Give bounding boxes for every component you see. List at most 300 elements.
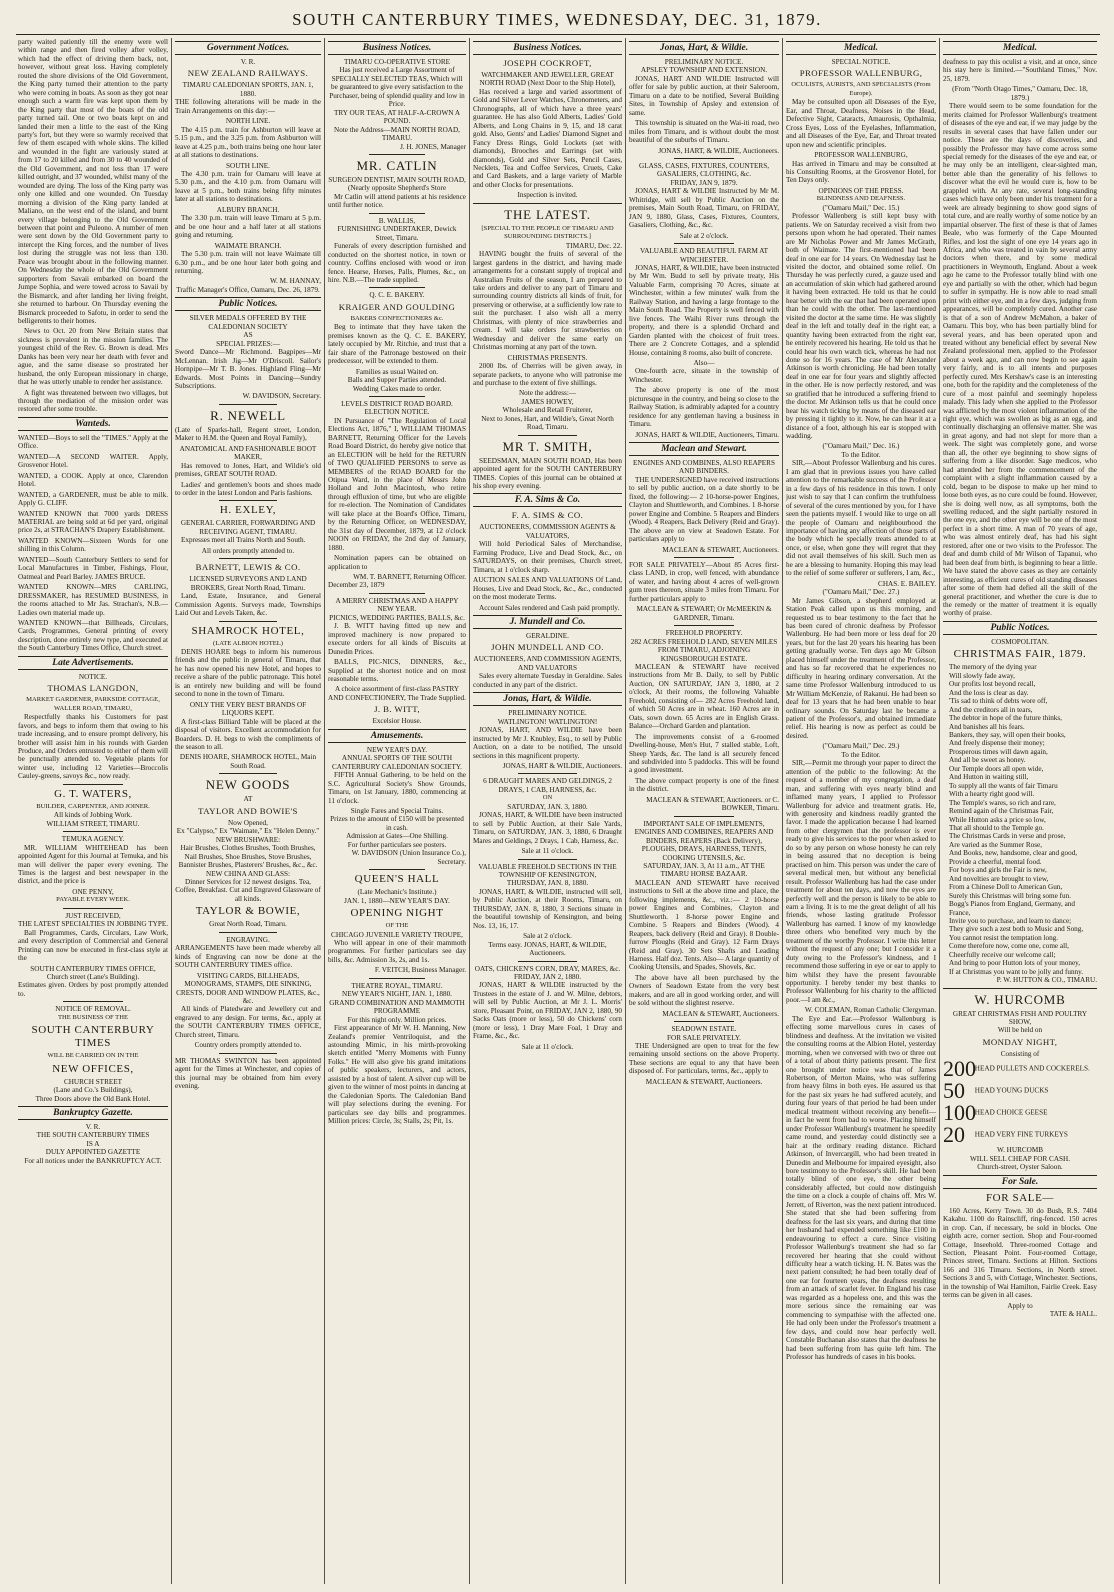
ad-signature: W. DAVIDSON (Union Insurance Co.), Secretary.: [351, 849, 466, 866]
ad-signature: W. HURCOMB: [996, 1146, 1044, 1155]
news-article: A fight was threatened between two villages, but through the mediation of the mission order was restored after some trouble.: [18, 388, 168, 414]
ad-body: JONAS, HART, & WILDIE, have been instructed by Mr Wm. Budd to sell by private treaty, His Valuable Farm, comprising 70 Acres, situate at Winchester, within a few minutes' walk from the Railway Station, and having a large frontage to the Main South Road. The Property is well fenced with live fences. The Waihi River runs through the property, and there is a splendid Orchard and Garden planted with the choicest of fruit trees. There are 2 Concrete Cottages, and a splendid House, containing 8 rooms, also built of concrete.: [629, 263, 779, 357]
ad-date: FRIDAY, JAN 2, 1880.: [513, 972, 582, 981]
poem-line: Prosperous times will dawn again,: [949, 747, 1048, 756]
ad-subtitle: SURGEON DENTIST, MAIN SOUTH ROAD,: [328, 175, 466, 184]
ad-subtitle: For this night only. Million prices.: [347, 1015, 447, 1024]
divider: [674, 158, 734, 159]
poem-line: To supply all the wants of fair Timaru: [949, 781, 1058, 790]
ad-title: ANNUAL SPORTS OF THE SOUTH CANTERBURY CALEDONIAN SOCIETY.: [332, 754, 462, 771]
ad-address: WILLIAM STREET, TIMARU.: [46, 819, 140, 828]
ad-signature: JAMES HOWEY,: [521, 397, 574, 406]
news-article: party waited patiently till the enemy were well within range and then fired volley after volley, which had the effect of driving them back, not, however, without great loss. Having completely routed the shore divisions of the Old Government, the King party turned their attention to the party who were coming in boats. As soon as they got near enough such a warm fire was kept upon them by the King party that most of the boats of the old party turned tail. One or two boats kept on and landed their men a little to the east of the King party's fort, but they were so warmly received that few of them escaped with whole skins. The killed and wounded in the fight are variously stated at from 17 to 20 killed and from 30 to 40 wounded of the Old Government, and not less than 17 were killed outright, and 37 wounded, whilst many of the wounded are dying. The loss of the King party was only one killed and one wounded. On Tuesday morning a division of the King party landed at Maliano, on the west end of the island, and burnt every village belonging to the Old Government between that point and Puleono. A number of men were sent down by the Old Government party to intercept the King forces, and the number of lives lost during the struggle was not less than 130. Peace was brought about in the following manner. On Wednesday the whole of the Old Government supporters from Savaii embarked on board the Jumpe Sophia, and were towed across to Savaii by the Bismarck, and after landing her living freight, she returned to harbour. On Thursday evening the Bismarck proceeded to Safotu, in order to send the belligerents to their homes.: [18, 38, 168, 325]
ad-address: CHURCH STREET: [63, 1077, 123, 1086]
ad-subtitle: OPINIONS OF THE PRESS.: [818, 186, 904, 195]
ad-body: Families as usual Waited on.: [355, 367, 439, 376]
ad-title: H. EXLEY,: [219, 504, 277, 517]
ad-title: GLASS, CASES, FIXTURES, COUNTERS, GASALIERS, CLOTHING, &c.: [639, 161, 769, 179]
ad-signature: MACLEAN & STEWART, Auctioneers.: [662, 1009, 779, 1018]
press-source: ("Oamaru Mail," Dec. 27.): [822, 588, 900, 597]
ad-body: Hair Brushes, Clothes Brushes, Tooth Brushes, Nail Brushes, Shoe Brushes, Stove Brushes, Bannister Brushes, Plasterers' Brushes, &c., &c.: [178, 844, 318, 870]
ad-body: Consisting of: [1000, 1049, 1040, 1058]
poultry-label: HEAD CHOICE GEESE: [974, 1109, 1048, 1118]
ad-title: THEATRE ROYAL, TIMARU.: [351, 981, 443, 990]
ad-subtitle: OF THE: [385, 922, 409, 930]
ad-subhead: SOUTH LINE.: [226, 161, 270, 170]
wanted-ad: WANTED KNOWN—that Billheads, Circulars, Cards, Programmes, General printing of every description, done entirely new type, and executed at the South Canterbury Times Office, Church street.: [18, 619, 168, 653]
ad-body: Dinner Services for 12 newest designs. Tea, Coffee, Breakfast. Cut and Engraved Glassware of all kinds.: [175, 877, 321, 903]
divider: [369, 396, 424, 397]
ad-body: BALLS, PIC-NICS, DINNERS, &c., Supplied at the shortest notice and on most reasonable terms.: [328, 658, 466, 683]
ad-subtitle: OCULISTS, AURISTS, AND SPECIALISTS (From Europe).: [791, 81, 931, 97]
ad-subtitle: AS: [243, 331, 253, 340]
ad-subhead: NORTH LINE.: [225, 117, 271, 126]
poem-line: From a Chinese Doll to American Gun,: [949, 883, 1063, 892]
column-2: [175, 38, 321, 1584]
ad-body: Mr Catlin will attend patients at his residence until further notice.: [328, 192, 466, 210]
ad-title: GRAND COMBINATION AND MAMMOTH PROGRAMME: [329, 998, 465, 1016]
ad-body: Ball Programmes, Cards, Circulars, Law Work, and every description of Commercial and General Printing can now be executed in first-class style at the: [18, 928, 168, 963]
ad-title: APSLEY TOWNSHIP AND EXTENSION.: [640, 66, 768, 75]
ad-signature: WM. T. BARNETT, Returning Officer.: [353, 573, 466, 582]
wanted-ad: WANTED KNOWN—Sixteen Words for one shilling in this Column.: [18, 536, 168, 554]
divider: [674, 816, 734, 817]
ad-signature: JONAS, HART & WILDIE, Auctioneers, Timaru.: [635, 430, 779, 439]
ad-address: Church street (Lane's Building).: [46, 972, 140, 981]
ad-body: The Eye and Ear.—Professor Wallenburg is effecting some marvellous cures in cases of blindness and deafness. At the invitation we visited the consulting rooms at the Albion Hotel, yesterday morning, when we conversed with two or three out of a total of about thirty patients present. The first one brought under notice was that of James Robertson, of Merton Mains, who was suffering from heavy films in both eyes. He assured us that for the past six years he had suffered acutely, and during four years of that period he had been under medical treatment without receiving any benefit—in fact he went from bad to worse. Placing himself under Professor Wallenburg's treatment he speedily came round, and yesterday could distinctly see a hair at the ordinary reading distance. Richard Atkinson, of Invercargill, who had been treated in Dunedin and Melbourne for impaired eyesight, also bore testimony to the Professor's skill. He had been totally blind of one eye, the other being considerably affected, but could now distinguish the time on a clock a couple of chains off. Mrs W. Jerrett, of Riverton, was the next patient introduced. She stated that she had been suffering from deafness for the last six years, and during that time her husband had expended something like £100 in endeavouring to effect a cure. Since visiting Professor Wallenburg's treatment she had so far recovered her hearing that she could without difficulty hear a watch ticking. H. N. Bates was the next patient consulted; he had been totally deaf of one ear for fourteen years, the deafness resulting from an attack of scarlet fever. In England his case was regarded as a hopeless one, and this was the more serious since the remaining ear was commencing to sympathise with the affected one. He had only been under the Professor's treatment a few days, and could now hear perfectly well. Constable Buchanan also states that the deafness he had been suffering from has quite left him. The Professor has hundreds of cases in his books.: [786, 1014, 936, 1361]
ad-signature: MACLEAN & STEWART, Auctioneers.: [662, 545, 779, 554]
ad-body: JONAS, HART AND WILDIE Instructed will offer for sale by public auction, at their Saleroom, Timaru on a date to be notified, Several Building Sites, in Township of Apsley and extension of same.: [629, 74, 779, 117]
ad-date: THURSDAY, JAN. 8, 1880.: [506, 879, 589, 888]
ad-subtitle: GENERAL CARRIER, FORWARDING AND RECEIVING AGENT, TIMARU.: [180, 519, 316, 536]
ad-title: ENGRAVING.: [226, 935, 270, 944]
divider: [943, 988, 1097, 989]
poem: [943, 663, 1097, 976]
ad-body: Funerals of every description furnished and conducted on the shortest notice, in town or country. Coffins enclosed with wood or iron fence. Hearse, Horses, Palls, Plumes, &c., on hire. N.B.—The trade supplied.: [328, 242, 466, 284]
ad-title: FOR SALE—: [985, 1191, 1055, 1204]
ad-title: THE LATEST.: [504, 206, 591, 222]
divider: [518, 961, 578, 962]
poem-line: And freely dispense their money;: [949, 739, 1045, 748]
section-header-amusements: Amusements.: [328, 729, 466, 743]
ad-body: Will be held on: [997, 1026, 1043, 1035]
ad-date: SATURDAY, JAN. 3, 1880.: [507, 802, 588, 811]
ad-body: The 3.30 p.m. train will leave Timaru at 5 p.m. and be one hour and a half later at all stations going and returning.: [175, 214, 321, 240]
ad-body: The 4.15 p.m. train for Ashburton will leave at 5.15 p.m., and the 3.25 p.m. from Ashburton will leave at 4.25 p.m., both trains being one hour later at all stations to destinations.: [175, 125, 321, 160]
poem-line: And bring to poor Hutton lots of your money,: [949, 959, 1081, 968]
ad-body: Sale at 11 o'clock.: [521, 1042, 574, 1051]
poultry-item: [943, 1058, 1097, 1080]
ad-body: IS A: [86, 1139, 100, 1148]
ad-body: For all notices under the BANKRUPTCY ACT.: [24, 1156, 162, 1165]
wanted-ad: WANTED—Boys to sell the "TIMES." Apply at the Office.: [18, 433, 168, 451]
wanted-ad: WANTED—South Canterbury Settlers to send for Local Manufactures in Timber, Fishings, Flour, Oatmeal and Pearl Barley. JAMES BRUCE.: [18, 555, 168, 581]
poem-line: And the loss is clear as day.: [949, 688, 1029, 697]
ad-signature: CHAS. E. BAILEY.: [878, 579, 936, 588]
ad-title: SHAMROCK HOTEL,: [191, 624, 305, 637]
masthead: SOUTH CANTERBURY TIMES, WEDNESDAY, DEC. 31, 1879.: [292, 10, 822, 29]
ad-title: PROFESSOR WALLENBURG,: [814, 151, 908, 160]
ad-body: Prizes to the amount of £150 will be presented in cash.: [330, 815, 464, 832]
column-5: [629, 38, 779, 1584]
ad-title: PICNICS, WEDDING PARTIES, BALLS, &c.: [329, 613, 465, 622]
poem-line: Come therefore now, come one, come all,: [949, 942, 1069, 951]
poem-line: And banishes all his fears.: [949, 722, 1025, 731]
ad-title: OATS, CHICKEN'S CORN, DRAY, MARES, &c.: [474, 964, 621, 973]
ad-body: The 4.30 p.m. train for Oamaru will leave at 5.30 p.m., and the 4.10 p.m. from Oamaru will leave at 5 p.m., both trains being fifty minutes later at all stations to destinations.: [175, 169, 321, 204]
ad-body: Ladies' and gentlemen's boots and shoes made to order in the latest London and Paris fashions.: [175, 480, 321, 498]
ad-body: The 5.30 p.m. train will not leave Waimate till 6.30 p.m., and be one hour later both going and returning.: [175, 250, 321, 275]
ad-signature: TATE & HALL.: [1049, 1310, 1097, 1319]
ad-subhead: NEW CHINA AND GLASS:: [206, 869, 290, 878]
ad-body: MR. WILLIAM WHITEHEAD has been appointed Agent for this Journal at Temuka, and his man will deliver the paper every evening. The Times is the largest and best newspaper in the district, and the price is: [18, 843, 168, 886]
ad-signature: W. DAVIDSON, Secretary.: [242, 392, 321, 401]
wanted-ad: WANTED, a COOK. Apply at once, Clarendon Hotel.: [18, 471, 168, 489]
masthead-rule: [16, 34, 1100, 35]
section-header-wanteds: Wanteds.: [18, 417, 168, 431]
ad-title: TRY OUR TEAS, AT HALF-A-CROWN A POUND.: [333, 108, 461, 126]
divider: [674, 625, 734, 626]
ad-subtitle: BLINDNESS AND DEAFNESS.: [816, 195, 906, 203]
ad-body: JONAS, HART & WILDIE Instructed by Mr M. Whitridge, will sell by Public Auction on the premises, Main South Road, Timaru, on FRIDAY, JAN 9, 1880, Glass, Cases, Fixtures, Counters, Gasaliers, Clothing, &c., &c.: [629, 187, 779, 230]
ad-body: DENIS HOARE begs to inform his numerous friends and the public in general of Timaru, that he has now opened his new Hotel, and hopes to receive a share of the public patronage. This hotel is an entirely new building and will be found second to none in the town of Timaru.: [175, 648, 321, 699]
ad-price: ONE PENNY,: [72, 887, 114, 896]
poultry-item: [943, 1102, 1097, 1124]
ad-body: The above property is one of the most picturesque in the country, and being so close to the Railway Station, is admirably adapted for a country residence for any gentleman having a business in Timaru.: [629, 386, 779, 429]
column-rule: [324, 38, 325, 1584]
ad-subtitle: ANATOMICAL AND FASHIONABLE BOOT MAKER,: [179, 444, 317, 462]
ad-address: Church-street, Oyster Saloon.: [977, 1163, 1063, 1172]
column-3: [328, 38, 466, 1584]
ad-body: deafness to pay this oculist a visit, and at once, since his stay here is limited.—"Southland Times," Nov. 25, 1879.: [943, 58, 1097, 83]
section-header-medical: Medical.: [786, 41, 936, 55]
divider: [219, 932, 277, 933]
ad-body: SIR,—Permit me through your paper to direct the attention of the public to the following: At the request of a member of my congregation, a deaf man, and suffering with eyes nearly blind and inflamed many years, I applied to Professor Wallenburg for advice and treatment gratis. He, with generosity and kindness readily granted the favor. I made the application because I had learned from other clergymen that the professor is ever ready to give his services to the poor when asked to do so by any person on whose honesty he can rely in being assured that no deception is being practised on him. This person was under the care of several medical men, but without any beneficial result. Professor Wallenburg has had the case under treatment for about ten days, and now the eyes are perfectly well and the person is likely to be able to earn a living. It is to me the great delight of all his friends, whose lasting gratitude Professor Wallenburg has earned. I know of my knowledge three others who benefited very much by the treatment of the worthy Professor. I write this letter without the request of any one; but I consider it a duty owing to the Professor's kindness, and I recommend those suffering in eye or ear to apply to him whilst they have the present favourable opportunity. I hereby tender my best thanks to Professor Wallenburg for his charity to the afflicted poor.—I am &c.,: [786, 759, 936, 1004]
ad-body: THE Undersigned are open to treat for the few remaining unsold sections on the above Property. These sections are equal to any that have been disposed of. For particulars, terms, &c., apply to: [629, 1042, 779, 1076]
ad-subtitle: LICENSED SURVEYORS AND LAND BROKERS, Great North Road, Timaru.: [189, 575, 307, 592]
ad-body: Has arrived in Timaru and may be consulted at his Consulting Rooms, at the Grosvenor Hotel, for Ten Days only.: [786, 159, 936, 185]
vr-crest: V. R.: [85, 1123, 101, 1132]
ad-signature: JONAS, HART & WILDIE, Auctioneers.: [502, 762, 622, 770]
ad-body: MACLEAN AND STEWART have received instructions to Sell at the above time and place, the following implements, &c., viz.:— 2 10-horse power Engines and Combines, Clayton and Shuttleworth. 1 8-horse power Engine and Combine. 5 Reapers and Binders (Wood). 4 Reapers, back delivery (Reid and Gray). 8 Double-furrow Ploughs (Reid and Gray). 12 Farm Drays (Reid and Gray). 30 Sets Shafts and Leading Harness. Half doz. Tents. Also— A large quantity of Cooking Utensils, and Spades, Shovels, &c.: [629, 878, 779, 972]
column-rule: [782, 38, 783, 1584]
ad-body: J. B. WITT having fitted up new and improved machinery is now prepared to execute orders for all kinds of Biscuits at Dunedin Prices.: [328, 622, 466, 656]
ad-body: Who will appear in one of their mammoth programmes. For further particulars see day bills, &c. Admission 3s, 2s, and 1s.: [328, 938, 466, 964]
poem-line: Remind again of the Christmas Fair,: [949, 807, 1054, 816]
section-header-business: Business Notices.: [473, 41, 622, 55]
ad-title: DULY APPOINTED GAZETTE: [45, 1148, 141, 1157]
ad-body: For further particulars see posters.: [347, 840, 447, 849]
poem-line: The debtor in hope of the future thinks,: [949, 714, 1062, 723]
ad-subtitle: THE BUSINESS OF THE: [57, 1013, 129, 1021]
divider: [219, 773, 277, 774]
poultry-count: 100: [943, 1100, 976, 1126]
ad-body: Inspection is invited.: [517, 191, 578, 200]
ad-subtitle: ONLY THE VERY BEST BRANDS OF LIQUORS KEPT.: [189, 700, 307, 718]
divider: [219, 1053, 277, 1054]
ad-body: FIFTH Annual Gathering, to be held on the S.C. Agricultural Society's Show Grounds, Timaru, on 1st January, 1880, commencing at 11 o'clock.: [328, 771, 466, 805]
wanted-list: [18, 434, 168, 653]
ad-address: (Lane and Co.'s Buildings),: [53, 1086, 133, 1095]
ad-body: Respectfully thanks his Customers for past favors, and begs to inform them that owing to his trade increasing, and to ensure prompt delivery, his brother will assist him in his rounds with Garden Produce, and Orders entrusted to either of them will be punctually attended to. Vegetable plants for winter use, including 12 Varieties—Broccolis Cauley-greens, savoys &c., now ready.: [18, 713, 168, 781]
divider: [63, 831, 123, 832]
divider: [674, 1021, 734, 1022]
ad-body: SEEDSMAN, MAIN SOUTH ROAD, Has been appointed agent for the SOUTH CANTERBURY TIMES. Copies of this journal can be obtained at his shop every evening.: [473, 456, 622, 491]
ad-subtitle: Wholesale and Retail Fruiterer,: [502, 406, 593, 415]
ad-signature: MACLEAN & STEWART, Auctioneers. or C. BOWKER, Timaru.: [646, 795, 779, 813]
press-source: (From "North Otago Times," Oamaru, Dec. 18, 1879.): [952, 85, 1088, 102]
ad-body: Estimates given. Orders by post promptly attended to.: [18, 981, 168, 998]
poem-line: Are varied as the Summer Rose,: [949, 840, 1043, 849]
ad-title: CHRISTMAS FAIR, 1879.: [953, 648, 1087, 661]
ad-subtitle: (LATE ALBION HOTEL): [213, 639, 283, 647]
divider: [674, 557, 734, 558]
ad-body: This township is situated on the Wai-iti road, two miles from Timaru, and is without doubt the most beautiful of the suburbs of Timaru.: [629, 119, 779, 145]
ad-title: THE LATEST SPECIALTIES IN JOBBING TYPE.: [18, 920, 168, 929]
poem-line: Provide a cheerful, mental food.: [949, 857, 1042, 866]
ad-address: Excelsior House.: [372, 717, 422, 726]
poem-line: And the creditors all in tears,: [949, 705, 1033, 714]
poem-line: Our Temple doors all open wide,: [949, 764, 1044, 773]
ad-title: CHICAGO JUVENILE VARIETY TROUPE,: [331, 930, 463, 939]
ad-subtitle: WATCHMAKER AND JEWELLER, GREAT NORTH ROAD (Next Door to the Ship Hotel),: [479, 71, 616, 88]
ad-signature: MACLEAN & STEWART; Or McMEEKIN & GARDNER, Timaru.: [636, 605, 772, 622]
section-header-medical: Medical.: [943, 41, 1097, 55]
ad-subtitle: FURNISHING UNDERTAKER, Dewick Street, Timaru.: [337, 225, 457, 242]
ad-subtitle: To the Editor.: [841, 750, 881, 759]
ad-title: MR. CATLIN: [356, 157, 438, 173]
ad-body: Account Sales rendered and Cash paid promptly.: [479, 603, 620, 612]
poem-line: For boys and girls the Fair is new,: [949, 866, 1047, 875]
ad-title: VALUABLE FREEHOLD SECTIONS IN THE TOWNSHIP OF KENSINGTON,: [478, 862, 617, 879]
ad-title: B. WALLIS,: [378, 216, 416, 225]
poem-line: If at Christmas you want to be jolly and funny.: [949, 967, 1084, 976]
ad-title: TAYLOR & BOWIE,: [195, 905, 301, 918]
ad-subtitle: SPECIAL PRIZES:—: [216, 339, 280, 348]
ad-address: Next to Jones, Hart, and Wildie's, Great North Road, Timaru.: [481, 414, 614, 432]
ad-body: AUCTION SALES AND VALUATIONS Of Land, Houses, Live and Dead Stock, &c., &c., conducted on the most moderate Terms.: [473, 576, 622, 602]
poem-line: Invite you to purchase, and learn to dance;: [949, 916, 1072, 925]
ad-subhead: ALBURY BRANCH.: [216, 205, 280, 214]
vr-crest: V. R.: [240, 58, 256, 66]
divider: [369, 978, 424, 979]
ad-body: All orders promptly attended to.: [201, 546, 295, 555]
divider: [518, 435, 578, 436]
ad-body: Will hold Periodical Sales of Merchandise, Farming Produce, Live and Dead Stock, &c., on SATURDAYS, on their premises, Church street, Timaru, at 1 o'clock sharp.: [473, 540, 622, 574]
ad-subtitle: FOR SALE PRIVATELY.: [667, 1033, 741, 1042]
divider: [369, 593, 424, 594]
divider: [369, 287, 424, 288]
ad-body: Sword Dance—Mr Richmond. Bagpipes—Mr McLennan. Irish Jig—Mr O'Driscoll. Sailor's Hornpipe—Mr T. B. Jones. Highland Fling—Mr Edwards. Most Points in Dancing—Sundry Subscriptions.: [175, 348, 321, 390]
poem-line: With a hearty right good will.: [949, 790, 1035, 799]
divider: [63, 1001, 123, 1002]
poem-line: And Books, new, handsome, clear and good,: [949, 849, 1078, 858]
ad-body: FOR SALE PRIVATELY—About 85 Acres first-class LAND, in crop, well fenced, with abundance of water, and having about 4 acres of well-grown gum trees thereon, situate 3 miles from Timaru. For further particulars apply to: [629, 561, 779, 603]
ad-title: MR T. SMITH,: [502, 438, 593, 454]
ad-date: NEW YEAR'S NIGHT, JAN. 1, 1880.: [342, 990, 452, 999]
ad-body: Country orders promptly attended to.: [194, 1041, 302, 1050]
divider: [369, 154, 424, 155]
column-7: [943, 38, 1097, 1584]
ad-title: ENGINES AND COMBINES, ALSO REAPERS AND BINDERS.: [633, 459, 775, 476]
ad-body: THE UNDERSIGNED have received instructions to sell by public auction, on a date shortly to be fixed, the following:— 2 10-horse-power Engines, Clayton and Shuttleworth, and Combines. 1 8-horse power Engine and Combine. 5 Reapers and Binders (Wood). 4 Reapers, Back Delivery (Reid and Gray). The above are on view at Seadown Estate. For particulars apply to: [629, 475, 779, 544]
ad-body: THE following alterations will be made in the Train Arrangements on this day:—: [175, 98, 321, 115]
divider: [369, 869, 424, 870]
ad-title: SEADOWN ESTATE.: [671, 1025, 737, 1034]
section-header-mundell: J. Mundell and Co.: [473, 615, 622, 629]
poem-line: While Hutton asks a price so low,: [949, 815, 1046, 824]
ad-date: FRIDAY, JAN 9, 1879.: [670, 178, 738, 187]
ad-title: NEW GOODS: [205, 777, 291, 793]
ad-title: PROFESSOR WALLENBURG,: [799, 68, 923, 79]
divider: [219, 621, 277, 622]
ad-signature: F. VEITCH, Business Manager.: [374, 966, 466, 975]
ad-body: (Late of Sparks-hall, Regent street, London, Maker to H.M. the Queen and Royal Family),: [175, 425, 321, 443]
poultry-label: HEAD YOUNG DUCKS: [974, 1087, 1049, 1096]
poultry-list: [943, 1058, 1097, 1146]
ad-body: Mr James Gibson, a shepherd employed at Station Peak called upon us this morning, and requested us to bear testimony to the fact that he has been cured of chronic deafness by Professor Wallenburg. He had been more or less deaf for 20 years, but for the last 20 years his hearing has been getting gradually worse. Ten days ago Mr Gibson placed himself under the treatment of the Professor, and has so far recovered that he experiences no difficulty in hearing ordinary conversation. At the same time Professor Wallenburg introduced to us Mr William McKenzie, of Rakanui. He had been so deaf for 13 years that he had been unable to hear ordinary sounds. On Saturday last he became a patient of the Professor's, and obtained immediate relief. His hearing is now as perfect as could be desired.: [786, 596, 936, 740]
section-header-late-ads: Late Advertisements.: [18, 656, 168, 670]
poultry-count: 50: [943, 1078, 965, 1104]
ad-signature: Terms easy. JONAS, HART, & WILDIE, Auctioneers.: [488, 940, 607, 958]
column-4: [473, 38, 622, 1584]
ad-body: A choice assortment of first-class PASTRY AND CONFECTIONERY, The Trade Supplied.: [328, 685, 466, 702]
press-source: ("Oamaru Mail," Dec. 29.): [822, 742, 900, 751]
divider: [369, 213, 424, 214]
ad-body: The improvements consist of a 6-roomed Dwelling-house, Men's Hut, 7 stalled stable, Loft, Sheep Yards, &c. The land is all securely fenced and subdivided into 5 paddocks. This will be found a good investment.: [629, 732, 779, 775]
section-header-bankruptcy: Bankruptcy Gazette.: [18, 1106, 168, 1120]
column-rule: [625, 38, 626, 1584]
ad-signature: DENIS HOARE, SHAMROCK HOTEL, Main South Road.: [179, 753, 317, 770]
poem-line: The Temple's wares, so rich and rare,: [949, 798, 1056, 807]
ad-date: SATURDAY, JAN. 3, At 11 a.m., AT THE TIMARU HORSE BAZAAR.: [643, 861, 765, 879]
ad-body: Sales every alternate Tuesday in Geraldine. Sales conducted in any part of the district.: [473, 672, 622, 689]
press-source: ("Oamaru Mail," Dec. 15.): [822, 203, 900, 212]
ad-title: SOUTH CANTERBURY TIMES: [31, 1024, 155, 1050]
poem-line: The memory of the dying year: [949, 663, 1037, 672]
ad-body: JONAS, HART, AND WILDIE have been instructed by Mr J. Knubley, Esq., to sell by Public Auction, on a date to be notified, The unsold sections in this magnificent property.: [473, 726, 622, 760]
ad-body: Has just received a Large Assortment of SPECIALLY SELECTED TEAS, Which will be guaranteed to give every satisfaction to the Purchaser, being of splendid quality and low in Price.: [329, 66, 465, 109]
poultry-count: 20: [943, 1122, 965, 1148]
divider: [674, 243, 734, 244]
ad-body: Ex "Calypso," Ex "Waimate," Ex "Helen Denny.": [176, 827, 320, 836]
ad-body: First appearance of Mr W. H. Manning, New Zealand's premier Ventriloquist, and the astounding Mimic, in his mirth-provoking sketch entitled "Merry Moments with Funny Folks." He will also give his grand imitations of public speakers, lecturers, and actors, assisted by a host of talent. A silver cup will be given to the winner of most points in dancing at the Caledonian Sports. The Caledonian Band will play selections during the evening. For particulars see day bills and programmes. Million prices: Circle, 3s; Stalls, 2s; Pit, 1s.: [328, 1024, 466, 1126]
wanted-ad: WANTED—A SECOND WAITER. Apply, Grosvenor Hotel.: [18, 452, 168, 470]
ad-body: THE SOUTH CANTERBURY TIMES: [36, 1131, 150, 1140]
ad-subtitle: GREAT CHRISTMAS FISH AND POULTRY SHOW,: [952, 1009, 1088, 1027]
ad-body: The above compact property is one of the finest in the district.: [629, 776, 779, 794]
ad-title: SILVER MEDALS OFFERED BY THE CALEDONIAN SOCIETY: [189, 314, 307, 331]
news-article: News to Oct. 20 from New Britain states that sickness is prevalent in the mission families. The youngest child of the Rev. G. Brown is dead. Mrs Danks has been very near her death with fever and ague, and the same disease so prostrated her husband, the only European missionary in charge, that he was utterly unable to render her assistance.: [18, 327, 168, 387]
poem-line: That all should to the Temple go.: [949, 823, 1044, 832]
ad-body: Apply to: [1007, 1301, 1033, 1310]
ad-title: KRAIGER AND GOULDING: [338, 301, 456, 312]
ad-title: TIMARU CO-OPERATIVE STORE: [343, 58, 451, 66]
ad-subtitle: AUCTIONEERS, COMMISSION AGENTS & VALUATORS,: [479, 523, 616, 540]
divider: [518, 859, 578, 860]
ad-address: Three Doors above the Old Bank Hotel.: [35, 1094, 151, 1103]
poem-line: And novelties are brought to view,: [949, 874, 1049, 883]
column-rule: [469, 38, 470, 1584]
ad-title: TAYLOR AND BOWIE'S: [198, 805, 298, 816]
ad-body: JONAS, HART, & WILDIE, instructed will sell, by Public Auction, at their Rooms, Timaru, on THURSDAY, JAN. 8, 1880, 3 Sections situate in the beautiful township of Kensington, and being Nos. 13, 16, 17.: [473, 887, 622, 930]
ad-subtitle: NEW YEAR'S DAY.: [366, 745, 428, 754]
ad-signature: J. B. WITT,: [374, 704, 420, 715]
section-header-business: Business Notices.: [328, 41, 466, 55]
ad-subtitle: PRELIMINARY NOTICE.: [664, 58, 744, 66]
section-header-public: Public Notices.: [175, 297, 321, 311]
ad-signature: W. COLEMAN, Roman Catholic Clergyman.: [804, 1006, 936, 1015]
ad-title: NEW ZEALAND RAILWAYS.: [187, 68, 309, 79]
wanted-ad: WANTED, a GARDENER, must be able to milk. Apply G. CLIFF.: [18, 490, 168, 508]
ad-subtitle: Now Opened,: [228, 818, 268, 827]
wanted-ad: WANTED KNOWN—MRS CARLING, DRESSMAKER, has RESUMED BUSINESS, in the rooms attached to Mr Jas. Strachan's, N.B.—Ladies own material made up.: [18, 583, 168, 617]
poultry-label: HEAD PULLETS AND COCKERELS.: [974, 1065, 1090, 1074]
ad-subtitle: PAYABLE EVERY WEEK.: [56, 896, 130, 904]
column-6: [786, 38, 936, 1584]
ad-body: Balls and Supper Parties attended.: [347, 376, 447, 385]
ad-subtitle: (Late Mechanic's Institute.): [357, 888, 437, 897]
divider: [219, 500, 277, 501]
divider: [518, 773, 578, 774]
poem-line: 'Tis sad to think of debts wore off,: [949, 697, 1048, 706]
ad-body: Sale at 2 o'clock.: [523, 932, 572, 941]
ad-subtitle: AUCTIONEERS, AND COMMISSION AGENTS, AND VALUATORS: [473, 655, 622, 672]
poem-line: Surely this Christmas will bring some fun.: [949, 891, 1071, 900]
ad-subtitle: BUILDER, CARPENTER, AND JOINER.: [36, 802, 150, 810]
ad-body: SIR,—About Professor Wallenburg and his cures. I am glad that in previous issues you have called attention to the remarkable success of the Professor in a few days of his residence in this town. I only just wish to say that I can confirm the truthfulness of several of the cures mentioned by you, for I have seen the patients myself. I would like to urge on all the people of Oamaru and neighbourhood the importance of having any affection of those parts of the body which he specially treats attended to at once, or else, when gone they will regret that they did not avail themselves of his skill. Such men as he are a blessing to humanity. Hoping this may lead to the relief of some sufferer or sufferers, I am, &c.,: [786, 459, 936, 578]
ad-body: Land, Estate, Insurance, and General Commission Agents. Surveys made, Townships Laid Out and Levels Taken, &c.: [175, 592, 321, 618]
ad-title: JOHN MUNDELL AND CO.: [491, 642, 604, 653]
ad-date: TIMARU, Dec. 22.: [565, 241, 622, 250]
ad-body: Sale at 11 o'clock.: [521, 847, 574, 856]
ad-signature: W. M. HANNAY,: [269, 277, 321, 286]
poem-line: And all be sweet as honey.: [949, 756, 1026, 765]
ad-title: CHRISTMAS PRESENTS.: [507, 353, 588, 362]
poem-line: And Hutton in waiting still,: [949, 773, 1029, 782]
section-header-government: Government Notices.: [175, 41, 321, 55]
ad-title: FREEHOLD PROPERTY.: [665, 629, 743, 638]
ad-title: 6 DRAUGHT MARES AND GELDINGS, 2 DRAYS, 1 CAB, HARNESS, &c.: [483, 777, 612, 794]
ad-subtitle: SPECIAL NOTICE.: [831, 58, 891, 66]
ad-address: Great North Road, Timaru.: [209, 920, 287, 929]
section-header-jhw: Jonas, Hart, & Wildie.: [473, 692, 622, 706]
ad-address: Note the Address—MAIN NORTH ROAD, TIMARU.: [334, 125, 460, 143]
section-header-sims: F. A. Sims & Co.: [473, 493, 622, 507]
ad-body: One-fourth acre, situate in the township of Winchester.: [629, 367, 779, 384]
ad-subtitle: [SPECIAL TO THE PEOPLE OF TIMARU AND SURROUNDING DISTRICTS.]: [481, 224, 614, 241]
ad-body: Single Fares and Special Trains.: [350, 806, 444, 815]
ad-body: Has removed to Jones, Hart, and Wildie's old premises, GREAT SOUTH ROAD.: [175, 461, 321, 479]
poultry-item: [943, 1124, 1097, 1146]
poultry-item: [943, 1080, 1097, 1102]
ad-body: VISITING CARDS, BILLHEADS, MONOGRAMS, STAMPS, DIE SINKING, CRESTS, DOOR AND WINDOW PLATES, &c., &c.: [176, 971, 320, 1005]
ad-body: Has received a large and varied assortment of Gold and Silver Lever Watches, Chronometers, and Chronographs, all of which have a three years' guarantee. He has also Gold Alberts, Ladies' Gold Alberts, and Long Chains in 9, 15, and 18 carat gold. Also, Gents' and Ladies' Diamond Signet and Fancy Dress Rings, Gold Lockets (set with diamonds), Brooches and Earrings (set with diamonds), Gold and Silver Sets, Pencil Cases, Necklets, Tea and Coffee Services, Cruets, Cake and Card Baskets, and a large variety of Marble and other Clocks for presentations.: [473, 87, 622, 189]
ad-subhead: WAIMATE BRANCH.: [214, 241, 282, 250]
ad-body: MACLEAN & STEWART have received instructions from Mr B. Daily, to sell by Public Auction, ON SATURDAY, JAN 3, 1880, at 2 o'clock, At their rooms, the following Valuable Freehold, consisting of— 282 Acres Freehold land, of which 50 Acres are in wheat. 160 Acres are in Oats, sown down. 65 Acres are in English Grass. Balance—Orchard Garden and plantation.: [629, 663, 779, 731]
ad-body: JONAS, HART & WILDIE instructed by the Trustees in the estate of J. and W. Milne, debtors, will sell by Public Auction, at Mr J. L. Morris' store, Pleasant Point, on FRIDAY, JAN 2, 1880, 90 Sacks Oats (more or less), 50 do Chickens' corn (more or less), 1 Dray Mare Foal, 1 Dray and Frame, &c., &c.: [473, 981, 622, 1041]
section-header-maclean: Maclean and Stewart.: [629, 442, 779, 456]
poem-line: Bankers, they say, will open their books,: [949, 730, 1066, 739]
ad-title: QUEEN'S HALL: [354, 873, 440, 886]
ad-subtitle: GERALDINE.: [526, 632, 569, 641]
ad-title: JUST RECEIVED,: [65, 911, 121, 920]
ad-title: LEVELS DISTRICT ROAD BOARD.: [341, 399, 453, 408]
ad-title: VALUABLE AND BEAUTIFUL FARM AT WINCHESTER.: [639, 247, 769, 264]
ad-body: Wedding Cakes made to order.: [352, 384, 442, 393]
ad-body: Note the address:—: [518, 389, 577, 398]
ad-title: R. NEWELL: [210, 407, 286, 423]
